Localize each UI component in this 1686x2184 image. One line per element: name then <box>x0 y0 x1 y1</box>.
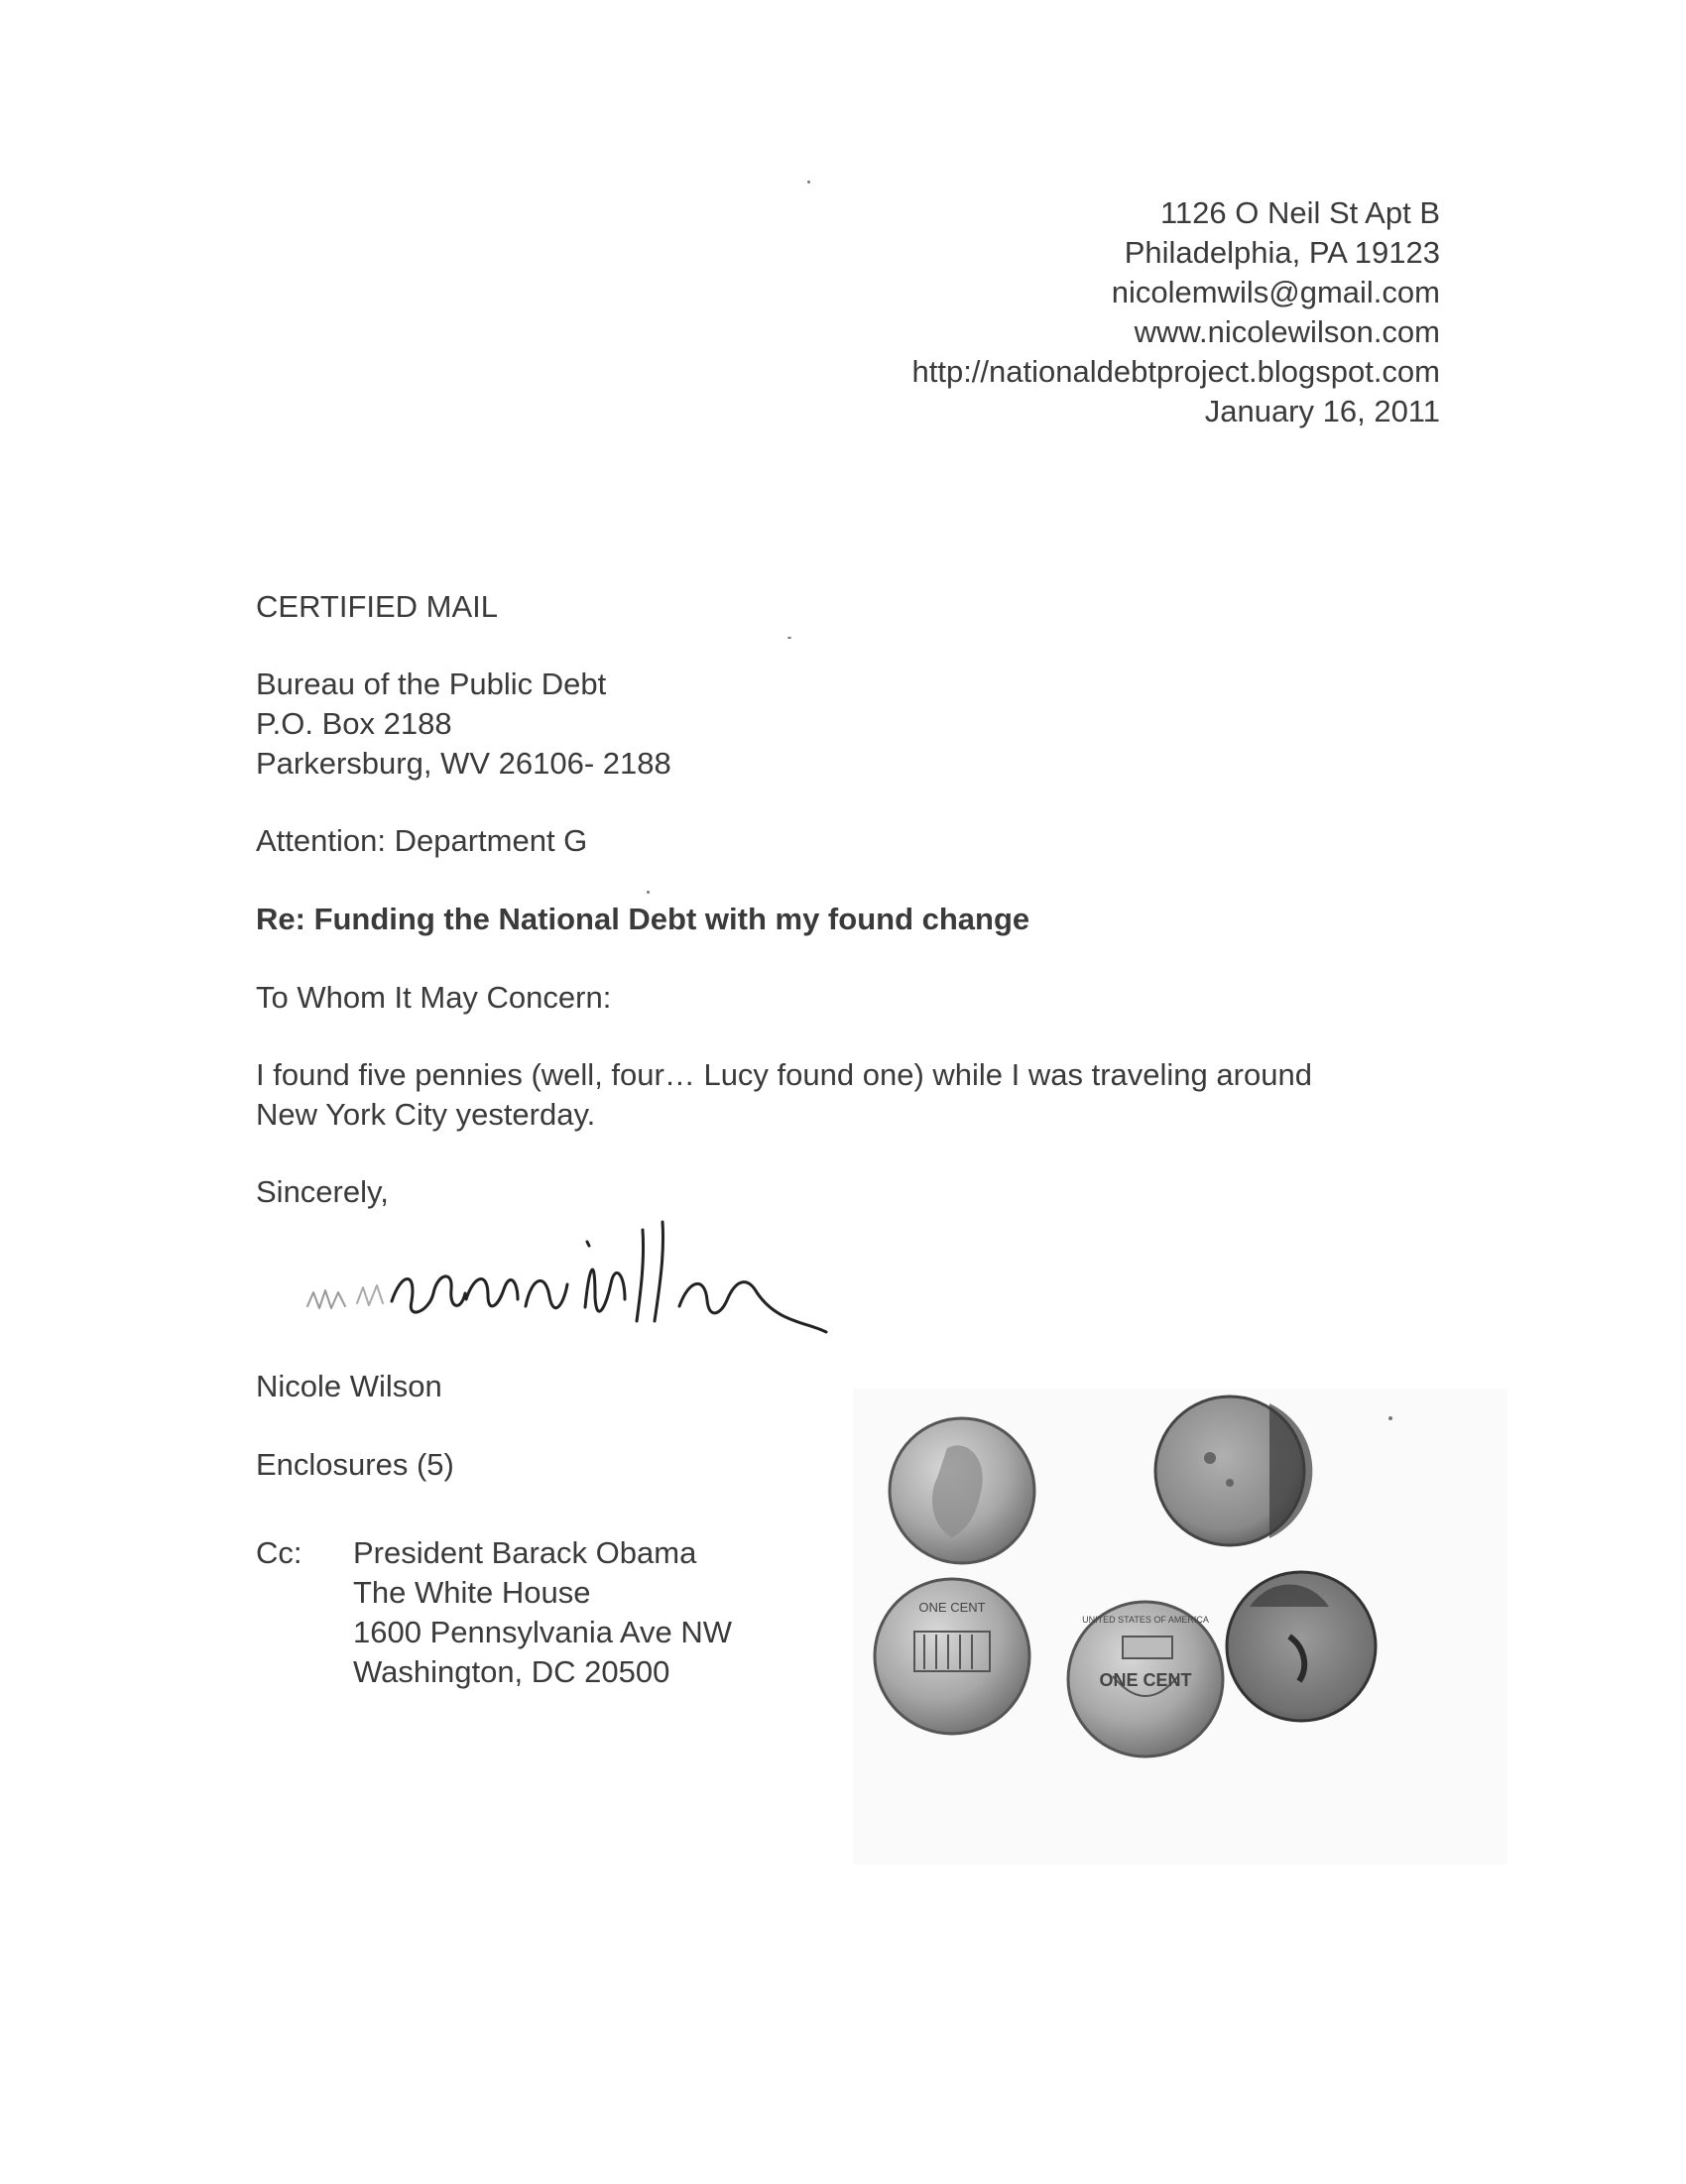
sender-blog: http://nationaldebtproject.blogspot.com <box>911 354 1440 389</box>
recipient-city: Parkersburg, WV 26106- 2188 <box>256 746 671 781</box>
recipient-po-box: P.O. Box 2188 <box>256 706 452 741</box>
recipient-address <box>256 665 671 784</box>
mail-type: CERTIFIED MAIL <box>256 589 499 624</box>
scan-speck <box>647 891 650 894</box>
closing: Sincerely, <box>256 1174 389 1209</box>
penny-coin <box>1155 1396 1312 1545</box>
sender-website: www.nicolewilson.com <box>1134 314 1440 349</box>
subject-line: Re: Funding the National Debt with my found change <box>256 902 1030 936</box>
scan-speck <box>807 181 810 183</box>
letter-body <box>256 1055 1312 1135</box>
penny-coin <box>1227 1572 1376 1721</box>
penny-coin <box>890 1418 1034 1563</box>
cc-line: The White House <box>353 1575 591 1610</box>
enclosed-pennies-image <box>853 1389 1507 1865</box>
sender-email: nicolemwils@gmail.com <box>1111 275 1440 309</box>
coin-text-one-cent: ONE CENT <box>918 1600 986 1615</box>
coin-text-states: UNITED STATES OF AMERICA <box>1082 1615 1209 1625</box>
salutation: To Whom It May Concern: <box>256 980 612 1015</box>
penny-coin <box>1068 1602 1223 1757</box>
handwritten-signature <box>288 1212 903 1371</box>
scan-speck <box>1388 1416 1392 1420</box>
penny-coin <box>875 1579 1029 1734</box>
cc-recipient <box>353 1533 732 1692</box>
sender-street: 1126 O Neil St Apt B <box>1159 195 1440 230</box>
scan-speck <box>787 637 791 639</box>
body-line: I found five pennies (well, four… Lucy found one) while I was traveling around <box>256 1057 1312 1092</box>
sender-city: Philadelphia, PA 19123 <box>1124 235 1440 270</box>
sender-address <box>911 193 1440 431</box>
enclosures-note: Enclosures (5) <box>256 1447 454 1482</box>
coin-text-one-cent-shield: ONE CENT <box>1099 1670 1192 1690</box>
signer-name: Nicole Wilson <box>256 1369 442 1403</box>
letter-date: January 16, 2011 <box>1204 394 1440 428</box>
cc-line: President Barack Obama <box>353 1535 697 1570</box>
body-line: New York City yesterday. <box>256 1097 596 1132</box>
attention-line: Attention: Department G <box>256 823 588 858</box>
cc-line: 1600 Pennsylvania Ave NW <box>353 1615 732 1649</box>
recipient-name: Bureau of the Public Debt <box>256 667 607 701</box>
cc-line: Washington, DC 20500 <box>353 1654 670 1689</box>
cc-label: Cc: <box>256 1535 302 1570</box>
